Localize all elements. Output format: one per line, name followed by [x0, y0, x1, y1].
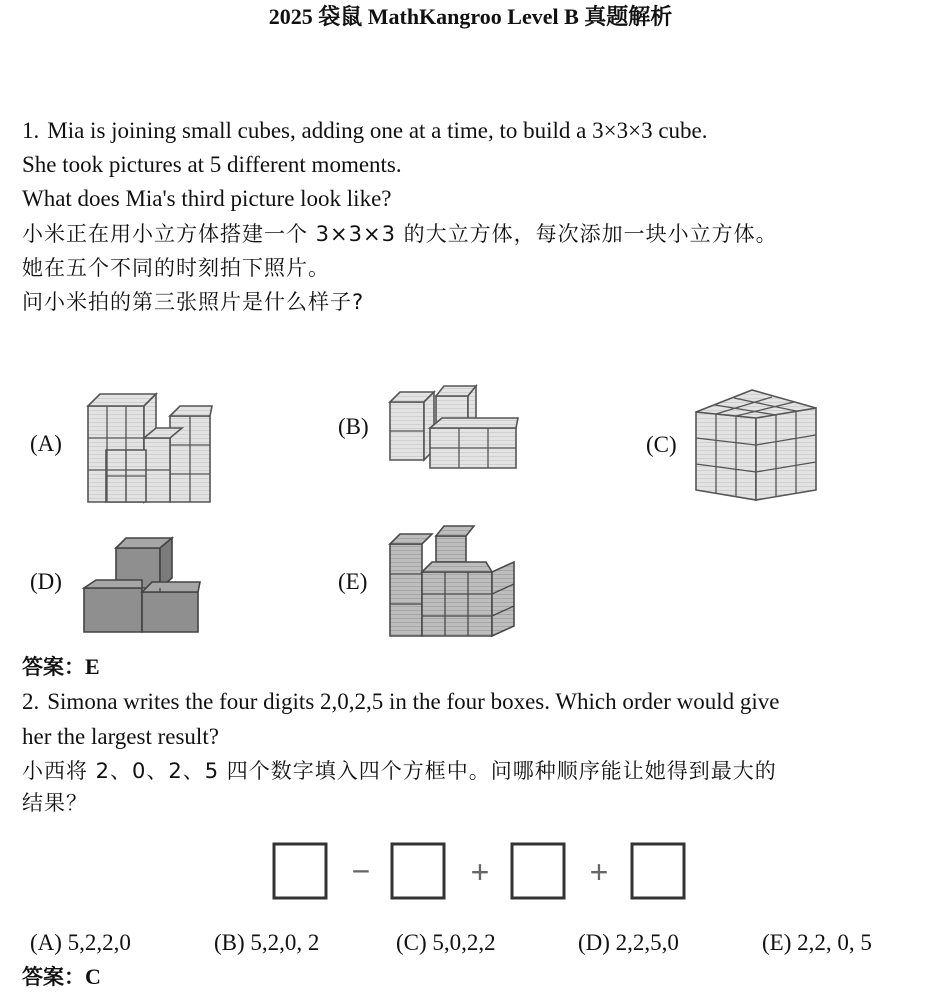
q1-zh-line-2: 她在五个不同的时刻拍下照片。: [22, 256, 330, 280]
q1-en-line-1: [22, 116, 708, 146]
option-e-label: (E): [338, 569, 368, 594]
option-c-label: (C): [646, 432, 677, 457]
q1-zh-line-3: 问小米拍的第三张照片是什么样子?: [22, 290, 365, 314]
q2-answer-value: C: [85, 964, 101, 989]
option-e-figure: [386, 522, 518, 642]
digit-box-2: [392, 844, 444, 898]
four-boxes-diagram: [268, 838, 692, 904]
q1-answer: [22, 652, 100, 682]
q2-en-line-2: her the largest result?: [22, 724, 219, 749]
option-b-figure: [386, 384, 520, 470]
option-c-figure: [692, 386, 820, 504]
q2-choice-b: (B) 5,2,0, 2: [214, 930, 320, 955]
q1-zh-line-1: 小米正在用小立方体搭建一个 3×3×3 的大立方体，每次添加一块小立方体。: [22, 222, 778, 246]
q1-answer-value: E: [85, 654, 100, 679]
option-a-label: (A): [30, 431, 62, 456]
q2-zh-line-1: 小西将 2、0、2、5 四个数字填入四个方框中。问哪种顺序能让她得到最大的: [22, 759, 777, 783]
q2-choice-d: (D) 2,2,5,0: [578, 930, 679, 955]
q2-choice-c: (C) 5,0,2,2: [396, 930, 496, 955]
q1-en-line-2: She took pictures at 5 different moments.: [22, 152, 402, 177]
plus-operator-2: +: [589, 854, 609, 890]
minus-operator: −: [351, 853, 371, 889]
option-b-label: (B): [338, 414, 369, 439]
q2-zh-line-2: 结果？: [22, 791, 88, 815]
option-d-label: (D): [30, 569, 62, 594]
digit-box-3: [512, 844, 564, 898]
digit-box-4: [632, 844, 684, 898]
q2-en-text-1: Simona writes the four digits 2,0,2,5 in the four boxes. Which order would give: [47, 689, 780, 714]
option-a-figure: [86, 386, 216, 508]
digit-box-1: [274, 844, 326, 898]
page-title: 2025 袋鼠 MathKangroo Level B 真题解析: [268, 4, 673, 29]
q1-answer-label: 答案：: [22, 655, 85, 679]
q2-answer: [22, 962, 101, 992]
option-d-figure: [80, 536, 202, 636]
q2-en-line-1: [22, 687, 780, 717]
q1-en-text-1: Mia is joining small cubes, adding one at a time, to build a 3×3×3 cube.: [47, 118, 708, 143]
q2-choice-a: (A) 5,2,2,0: [30, 930, 131, 955]
q2-number: 2.: [22, 689, 40, 714]
q2-answer-label: 答案：: [22, 965, 85, 989]
plus-operator-1: +: [470, 854, 490, 890]
q2-choice-e: (E) 2,2, 0, 5: [762, 930, 872, 955]
q1-number: 1.: [22, 118, 40, 143]
q1-en-line-3: What does Mia's third picture look like?: [22, 186, 392, 211]
